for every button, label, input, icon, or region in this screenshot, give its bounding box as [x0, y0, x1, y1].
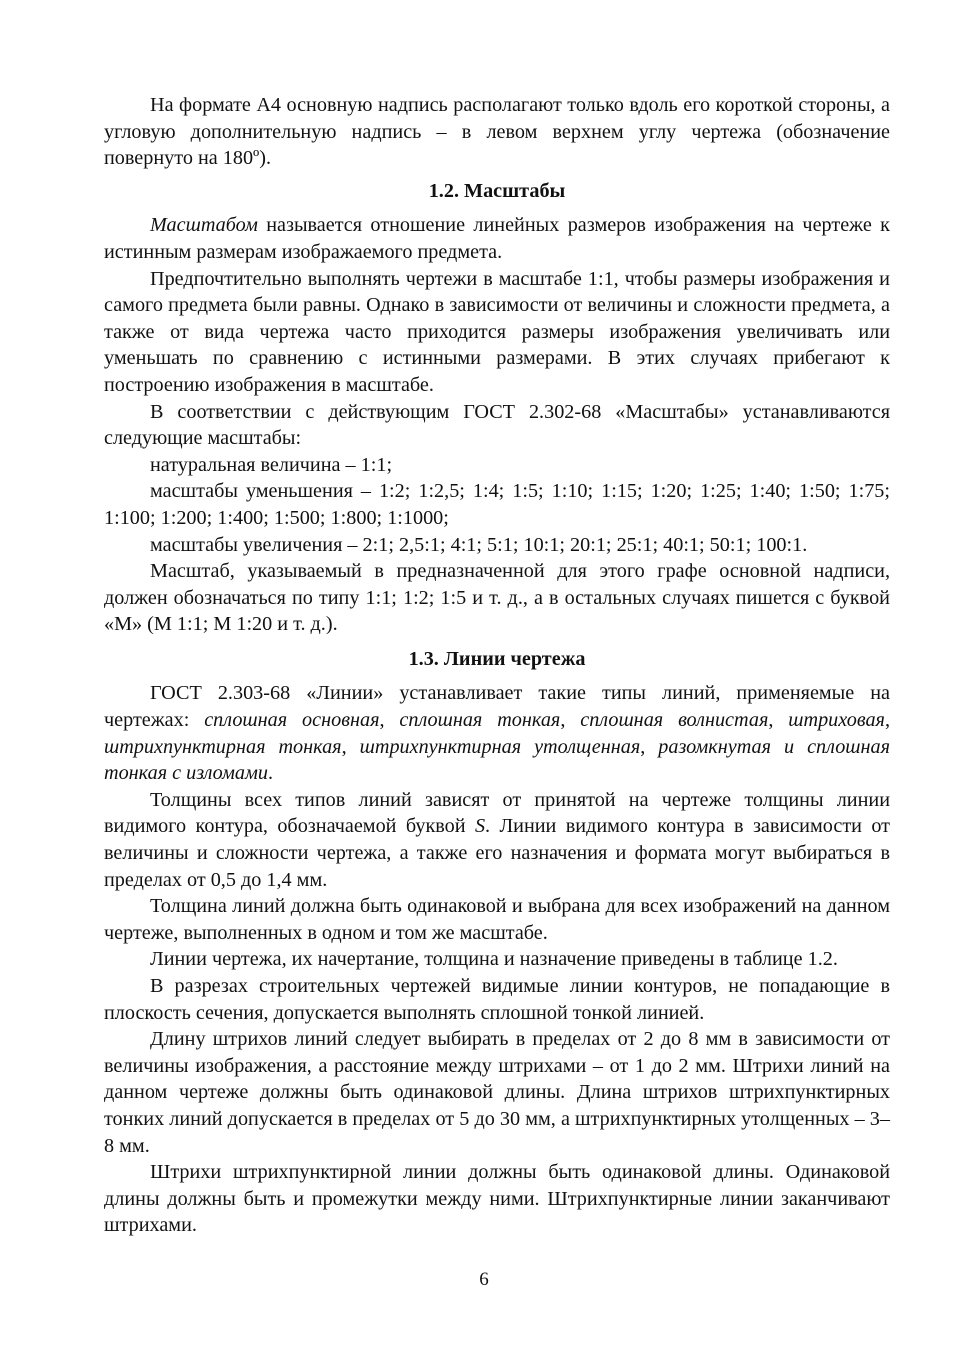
line-type-solid-main: сплошная основная — [204, 709, 380, 732]
paragraph-scale-indication: Масштаб, указываемый в предназначенной для этого графе основной надписи, должен обозначаться по типу 1:1; 1:2; 1:5 и т. д., а в остальных случаях пишется с буквой «М» (М 1:1; М 1:20 и т. д.). — [104, 560, 890, 636]
line-type-solid-wavy: сплошная волнистая — [580, 709, 769, 732]
heading-scales: 1.2. Масштабы — [428, 179, 566, 202]
paragraph-scale-definition — [104, 212, 890, 265]
paragraph-preferred-scale: Предпочтительно выполнять чертежи в масштабе 1:1, чтобы размеры изображения и самого предмета были равны. Однако в зависимости от величины и сложности предмета, а также от вида чертежа часто приходится размеры изображения увеличивать или уменьшать по сравнению с истинными размерами. В этих случаях прибегают к построению изображения в масштабе. — [104, 267, 890, 396]
paragraph-dash-dot: Штрихи штрихпунктирной линии должны быть одинаковой длины. Одинаковой длины должны быть и промежутки между ними. Штрихпунктирные линии заканчивают штрихами. — [104, 1161, 890, 1237]
paragraph-gost-scales: В соответствии с действующим ГОСТ 2.302-68 «Масштабы» устанавливаются следующие масштабы: — [104, 400, 890, 450]
paragraph-line-types — [104, 680, 890, 786]
page-number: 6 — [479, 1269, 489, 1290]
separator: , — [884, 709, 890, 732]
paragraph-enlargement-scales: масштабы увеличения – 2:1; 2,5:1; 4:1; 5:1; 10:1; 20:1; 25:1; 40:1; 50:1; 100:1. — [150, 533, 808, 556]
definition-text: называется отношение линейных размеров изображения на чертеже к истинным размерам изображаемого предмета. — [104, 214, 890, 263]
separator: , — [379, 709, 400, 732]
paragraph-intro: На формате А4 основную надпись располагают только вдоль его короткой стороны, а угловую дополнительную надпись – в левом верхнем углу чертежа (обозначение повернуто на 180º). — [104, 94, 890, 170]
period: . — [267, 762, 274, 785]
symbol-s: S — [474, 815, 486, 838]
line-type-dashed: штриховая — [788, 709, 885, 732]
paragraph-uniform-thickness: Толщина линий должна быть одинаковой и выбрана для всех изображений на данном чертеже, выполненных в одном и том же масштабе. — [104, 895, 890, 944]
paragraph-dash-length: Длину штрихов линий следует выбирать в пределах от 2 до 8 мм в зависимости от величины изображения, а расстояние между штрихами – от 1 до 2 мм. Штрихи линий на данном чертеже должны быть одинаковой длины. Длина штрихов штрихпунктирных тонких линий допускается в пределах от 5 до 30 мм, а штрихпунктирных утолщенных – 3–8 мм. — [104, 1028, 890, 1157]
paragraph-table-reference: Линии чертежа, их начертание, толщина и назначение приведены в таблице 1.2. — [150, 948, 838, 971]
thickness-text-a: Толщины всех типов линий зависят от принятой на чертеже толщины линии видимого контура, обозначаемой буквой — [104, 788, 890, 838]
line-type-solid-thin: сплошная тонкая — [399, 709, 561, 732]
heading-drawing-lines: 1.3. Линии чертежа — [408, 647, 586, 670]
paragraph-reduction-scales: масштабы уменьшения – 1:2; 1:2,5; 1:4; 1:5; 1:10; 1:15; 1:20; 1:25; 1:40; 1:50; 1:75; 1:100; 1:200; 1:400; 1:500; 1:800; 1:1000; — [104, 480, 890, 529]
paragraph-natural-size: натуральная величина – 1:1; — [150, 453, 393, 476]
separator: , — [640, 735, 659, 758]
line-type-dash-dot-thick: штрихпунктирная утолщенная — [359, 735, 641, 758]
paragraph-sections: В разрезах строительных чертежей видимые линии контуров, не попадающие в плоскость сечения, допускается выполнять сплошной тонкой линией. — [104, 975, 890, 1024]
separator: , — [768, 709, 789, 732]
term-scale: Масштабом — [150, 214, 258, 237]
separator: , — [341, 735, 360, 758]
separator: , — [560, 709, 581, 732]
paragraph-line-thickness — [104, 787, 890, 893]
page-body — [104, 92, 890, 1239]
thickness-text-b: . Линии видимого контура в зависимости от величины и сложности чертежа, а также его назначения и формата могут выбираться в пределах от 0,5 до 1,4 мм. — [104, 815, 890, 891]
line-type-dash-dot-thin: штрихпунктирная тонкая — [104, 735, 342, 758]
line-types-lead: ГОСТ 2.303-68 «Линии» устанавливает такие типы линий, применяемые на чертежах: — [104, 682, 890, 732]
line-type-open-and-zigzag: разомкнутая и сплошная тонкая с изломами — [104, 735, 891, 785]
